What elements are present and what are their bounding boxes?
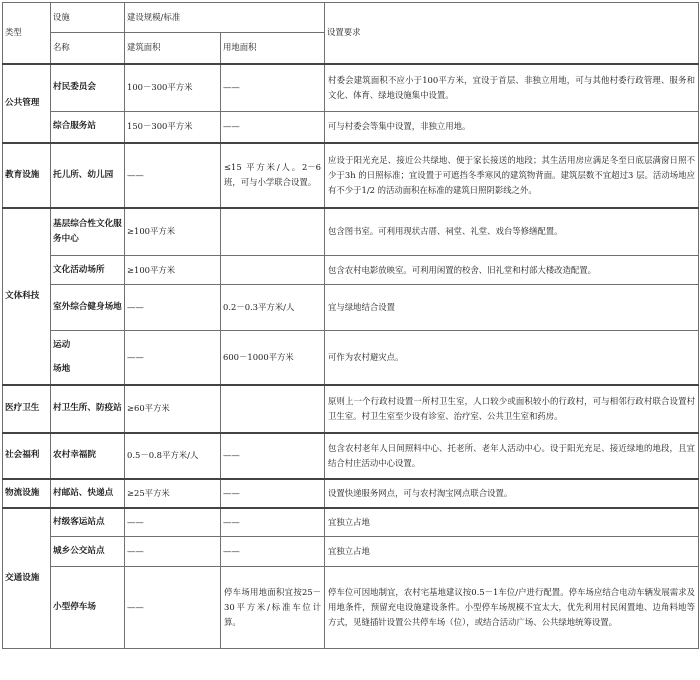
header-type: 类型: [3, 3, 51, 64]
requirement-cell: 村委会建筑面积不应小于100平方米，宜设于首层、非独立用地，可与其他村委行政管理、服务和文化、体育、绿地设施集中设置。: [325, 64, 699, 112]
land-area-cell: ——: [221, 479, 325, 508]
requirement-cell: 宜独立占地: [325, 537, 699, 567]
facility-name: 村民委员会: [51, 64, 125, 112]
facility-name: 室外综合健身场地: [51, 285, 125, 331]
land-area-cell: 停车场用地面积宜按25－30平方米/标准车位计算。: [221, 567, 325, 649]
facility-name: 基层综合性文化服务中心: [51, 208, 125, 256]
building-area-cell: 100－300平方米: [125, 64, 221, 112]
facility-standards-table: [2, 2, 699, 649]
requirement-cell: 原则上一个行政村设置一所村卫生室，人口较少或面积较小的行政村，可与相邻行政村联合设置村卫生室。村卫生室至少设有诊室、治疗室、公共卫生室和药房。: [325, 385, 699, 433]
land-area-cell: 600－1000平方米: [221, 331, 325, 385]
building-area-cell: ——: [125, 508, 221, 537]
requirement-cell: 宜独立占地: [325, 508, 699, 537]
header-scale: 建设规模/标准: [125, 3, 325, 33]
facility-name: 文化活动场所: [51, 256, 125, 285]
land-area-cell: [221, 385, 325, 433]
requirement-cell: 包含农村电影放映室。可利用闲置的校舍、旧礼堂和村部大楼改造配置。: [325, 256, 699, 285]
building-area-cell: ——: [125, 285, 221, 331]
land-area-cell: [221, 256, 325, 285]
requirement-cell: 包含农村老年人日间照料中心、托老所、老年人活动中心。设于阳光充足、接近绿地的地段，且宜结合村庄活动中心设置。: [325, 433, 699, 479]
land-area-cell: ≤15 平方米/人。2－6 班，可与小学联合设置。: [221, 143, 325, 208]
facility-name: 农村幸福院: [51, 433, 125, 479]
facility-name: 城乡公交站点: [51, 537, 125, 567]
building-area-cell: ——: [125, 567, 221, 649]
land-area-cell: ——: [221, 112, 325, 143]
category-cell: 公共管理: [3, 64, 51, 143]
building-area-cell: ——: [125, 331, 221, 385]
land-area-cell: ——: [221, 508, 325, 537]
land-area-cell: ——: [221, 537, 325, 567]
category-cell: 物流设施: [3, 479, 51, 508]
land-area-cell: ——: [221, 433, 325, 479]
requirement-cell: 可作为农村避灾点。: [325, 331, 699, 385]
header-requirement: 设置要求: [325, 3, 699, 64]
building-area-cell: ≥100平方米: [125, 256, 221, 285]
header-facility-bottom: 名称: [51, 33, 125, 64]
requirement-cell: 包含图书室。可利用现状古厝、祠堂、礼堂、戏台等修缮配置。: [325, 208, 699, 256]
requirement-cell: 应设于阳光充足、接近公共绿地、便于家长接送的地段；其生活用房应满足冬至日底层满窗日照不少于3h 的日照标准；宜设置于可遮挡冬季寒风的建筑物背面。建筑层数不宜超过3 层。活动场地应有不少于1/2 的活动面积在标准的建筑日照阴影线之外。: [325, 143, 699, 208]
land-area-cell: [221, 208, 325, 256]
building-area-cell: ≥25平方米: [125, 479, 221, 508]
land-area-cell: 0.2－0.3平方米/人: [221, 285, 325, 331]
header-land-area: 用地面积: [221, 33, 325, 64]
building-area-cell: 0.5－0.8平方米/人: [125, 433, 221, 479]
category-cell: 医疗卫生: [3, 385, 51, 433]
category-cell: 交通设施: [3, 508, 51, 649]
requirement-cell: 可与村委会等集中设置，非独立用地。: [325, 112, 699, 143]
header-building-area: 建筑面积: [125, 33, 221, 64]
facility-name: 小型停车场: [51, 567, 125, 649]
header-facility-top: 设施: [51, 3, 125, 33]
land-area-cell: ——: [221, 64, 325, 112]
building-area-cell: ≥100平方米: [125, 208, 221, 256]
facility-name: 村邮站、快递点: [51, 479, 125, 508]
facility-name: [51, 331, 125, 385]
facility-name: 村级客运站点: [51, 508, 125, 537]
facility-name-line: 场地: [53, 364, 71, 375]
facility-name: 综合服务站: [51, 112, 125, 143]
building-area-cell: ≥60平方米: [125, 385, 221, 433]
facility-name: 托儿所、幼儿园: [51, 143, 125, 208]
facility-name: 村卫生所、防疫站: [51, 385, 125, 433]
requirement-cell: 宜与绿地结合设置: [325, 285, 699, 331]
building-area-cell: ——: [125, 143, 221, 208]
category-cell: 社会福利: [3, 433, 51, 479]
category-cell: 教育设施: [3, 143, 51, 208]
building-area-cell: ——: [125, 537, 221, 567]
category-cell: 文体科技: [3, 208, 51, 385]
requirement-cell: 停车位可因地制宜，农村宅基地建议按0.5－1车位/户进行配置。停车场应结合电动车辆发展需求及用地条件，预留充电设施建设条件。小型停车场规模不宜太大，优先利用村民闲置地、边角料地等方式，见缝插针设置公共停车场（位），或结合活动广场、公共绿地统筹设置。: [325, 567, 699, 649]
facility-name-line: 运动: [53, 340, 71, 351]
building-area-cell: 150－300平方米: [125, 112, 221, 143]
requirement-cell: 设置快递服务网点，可与农村淘宝网点联合设置。: [325, 479, 699, 508]
